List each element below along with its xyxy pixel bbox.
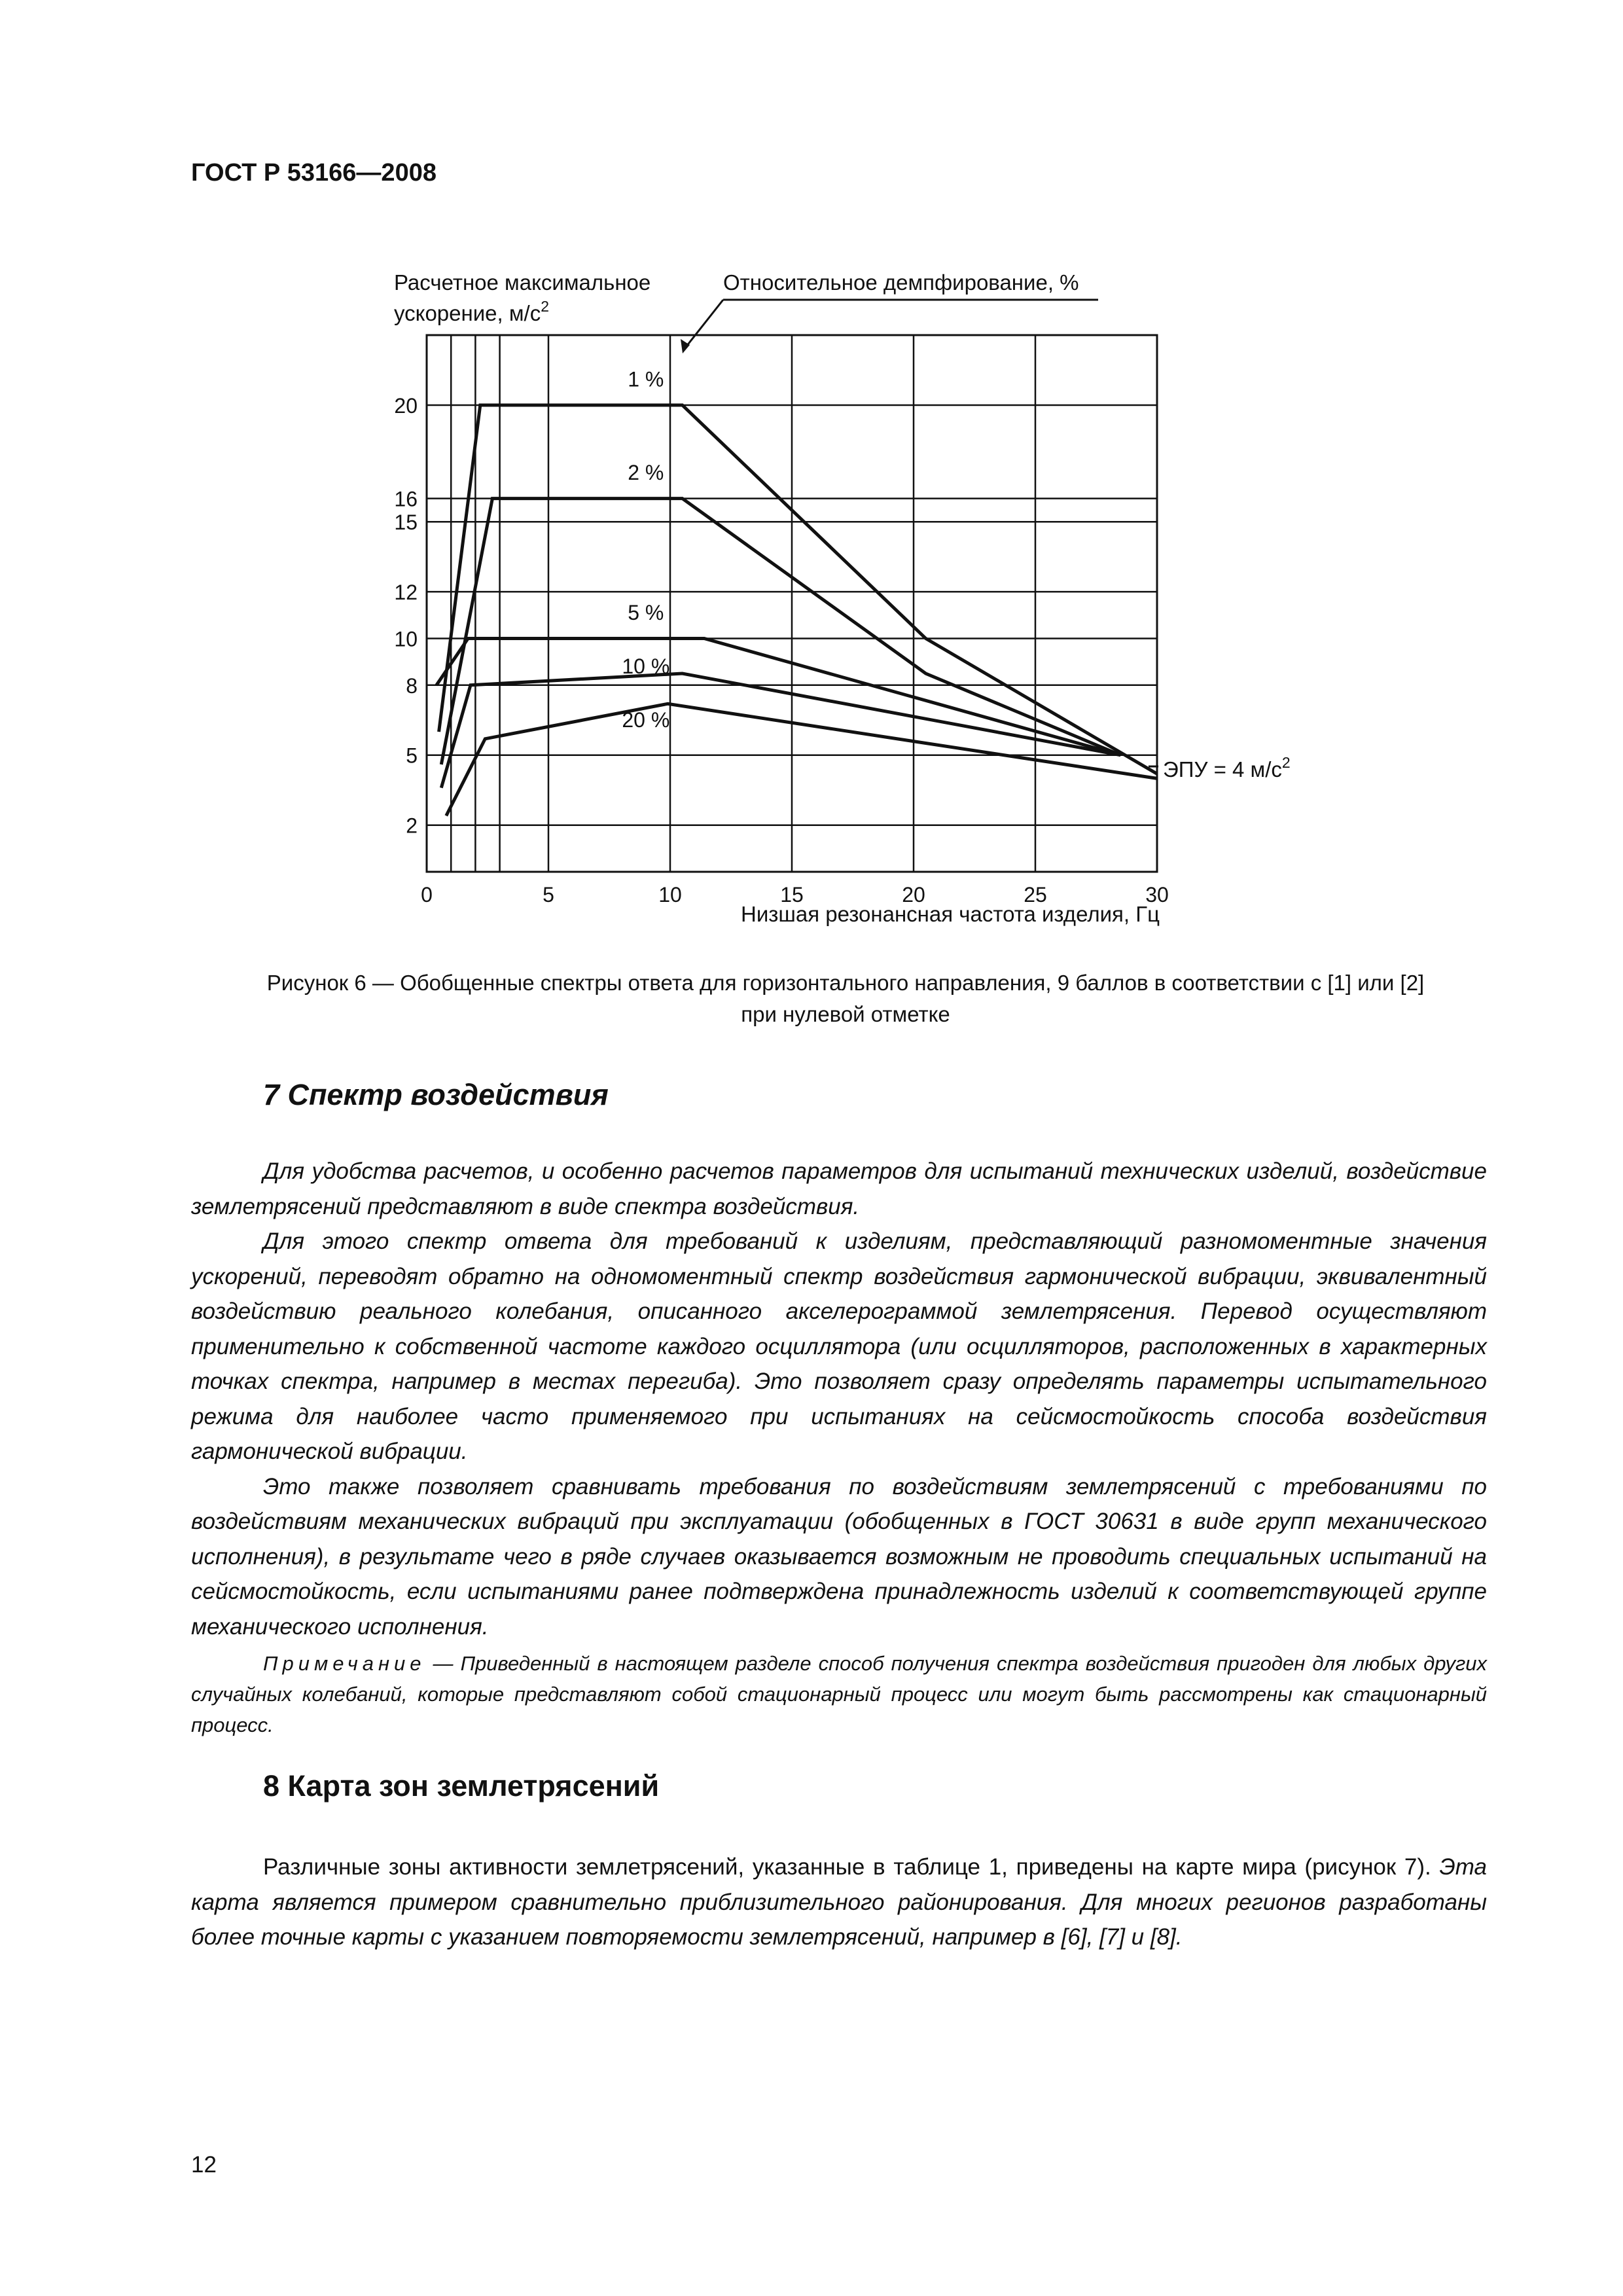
x-tick-label: 25 [1024, 883, 1047, 906]
note-text: — Приведенный в настоящем разделе способ получения спектра воздействия пригоден для любых других случайных колебаний, которые представляют собой стационарный процесс или могут быть рассмотрены как стационарный процесс. [191, 1652, 1487, 1736]
note-label: Примечание [263, 1652, 426, 1675]
series-line [441, 673, 1120, 788]
series-label: 5 % [628, 600, 664, 624]
figure-caption [191, 967, 1500, 1030]
chart-series [437, 405, 1157, 816]
series-label: 2 % [628, 461, 664, 485]
epu-label-superscript: 2 [1281, 754, 1291, 771]
response-spectrum-chart [0, 0, 1623, 956]
damping-label: Относительное демпфирование, % [723, 270, 1079, 295]
section-7-paragraph-1: Для удобства расчетов, и особенно расчетов параметров для испытаний технических изделий, воздействие землетрясений представляют в виде спектра воздействия. [191, 1158, 1487, 1219]
chart-grid [427, 335, 1157, 872]
series-line [441, 499, 1120, 764]
series-label: 10 % [622, 654, 670, 678]
y-axis-label-line1: Расчетное максимальное [394, 270, 651, 295]
x-tick-label: 20 [902, 883, 925, 906]
y-tick-label: 16 [394, 487, 418, 511]
section-7-heading: 7 Спектр воздействия [263, 1078, 609, 1111]
y-tick-label: 15 [394, 511, 418, 535]
y-axis-label-superscript: 2 [541, 298, 549, 315]
series-line [439, 405, 1157, 774]
page-number: 12 [191, 2152, 217, 2178]
section-7-paragraph-2: Для этого спектр ответа для требований к изделиям, представляющий разномоментные значения ускорений, переводят обратно на одномоментный спектр воздействия гармонической вибрации, эквивалентный воздействию реального колебания, описанного акселерограммой землетрясения. Перевод осуществляют применительно к собственной частоте каждого осциллятора (или осцилляторов, расположенных в характерных точках спектра, например в местах перегиба). Это позволяет сразу определять параметры испытательного режима для наиболее часто применяемого при испытаниях на сейсмостойкость способа воздействия гармонической вибрации. [191, 1229, 1487, 1464]
y-tick-label: 8 [406, 673, 418, 698]
section-7-paragraph-3: Это также позволяет сравнивать требования по воздействиям землетрясений с требованиями по воздействиям механических вибраций при эксплуатации (обобщенных в ГОСТ 30631 в виде групп механического исполнения), в результате чего в ряде случаев оказывается возможным не проводить специальных испытаний на сейсмостойкость, если испытаниями ранее подтверждена принадлежность изделий к соответствующей группе механического исполнения. [191, 1473, 1487, 1640]
y-tick-label: 5 [406, 744, 418, 768]
damping-pointer-diagonal [684, 300, 723, 350]
section-8-body [191, 1850, 1487, 1955]
y-tick-label: 12 [394, 581, 418, 605]
section-8-paragraph-italic: Эта карта является примером сравнительно приблизительного районирования. Для многих регионов разработаны более точные карты с указанием повторяемости землетрясений, например в [6], [7] и [8]. [191, 1854, 1487, 1950]
y-tick-label: 20 [394, 393, 418, 418]
section-8-paragraph-plain: Различные зоны активности землетрясений, указанные в таблице 1, приведены на карте мира (рисунок 7). [263, 1854, 1440, 1880]
x-axis-label: Низшая резонансная частота изделия, Гц [741, 902, 1160, 926]
x-tick-label: 5 [543, 883, 554, 906]
x-tick-label: 0 [421, 883, 433, 906]
y-tick-label: 2 [406, 814, 418, 838]
figure-caption-line2: при нулевой отметке [741, 1002, 950, 1026]
y-tick-label: 10 [394, 627, 418, 651]
section-8-heading: 8 Карта зон землетрясений [263, 1769, 660, 1803]
document-code: ГОСТ Р 53166—2008 [191, 159, 437, 187]
section-7-body [191, 1154, 1487, 1644]
x-tick-label: 10 [658, 883, 682, 906]
damping-pointer-arrowhead [681, 339, 690, 353]
epu-label: ЭПУ = 4 $м/с^2$ [1163, 754, 1291, 781]
x-tick-label: 30 [1145, 883, 1169, 906]
x-tick-label: 15 [780, 883, 804, 906]
series-line [446, 704, 1157, 816]
section-7-note [191, 1648, 1487, 1740]
series-label: 1 % [628, 367, 664, 391]
chart-ticks [394, 394, 1168, 906]
series-label: 20 % [622, 708, 670, 732]
figure-caption-line1: Рисунок 6 — Обобщенные спектры ответа для горизонтального направления, 9 баллов в соответствии с [1] или [2] [266, 971, 1425, 995]
chart-labels [394, 270, 1291, 926]
y-axis-label-line2: ускорение, $м/с^2$ [394, 298, 549, 325]
